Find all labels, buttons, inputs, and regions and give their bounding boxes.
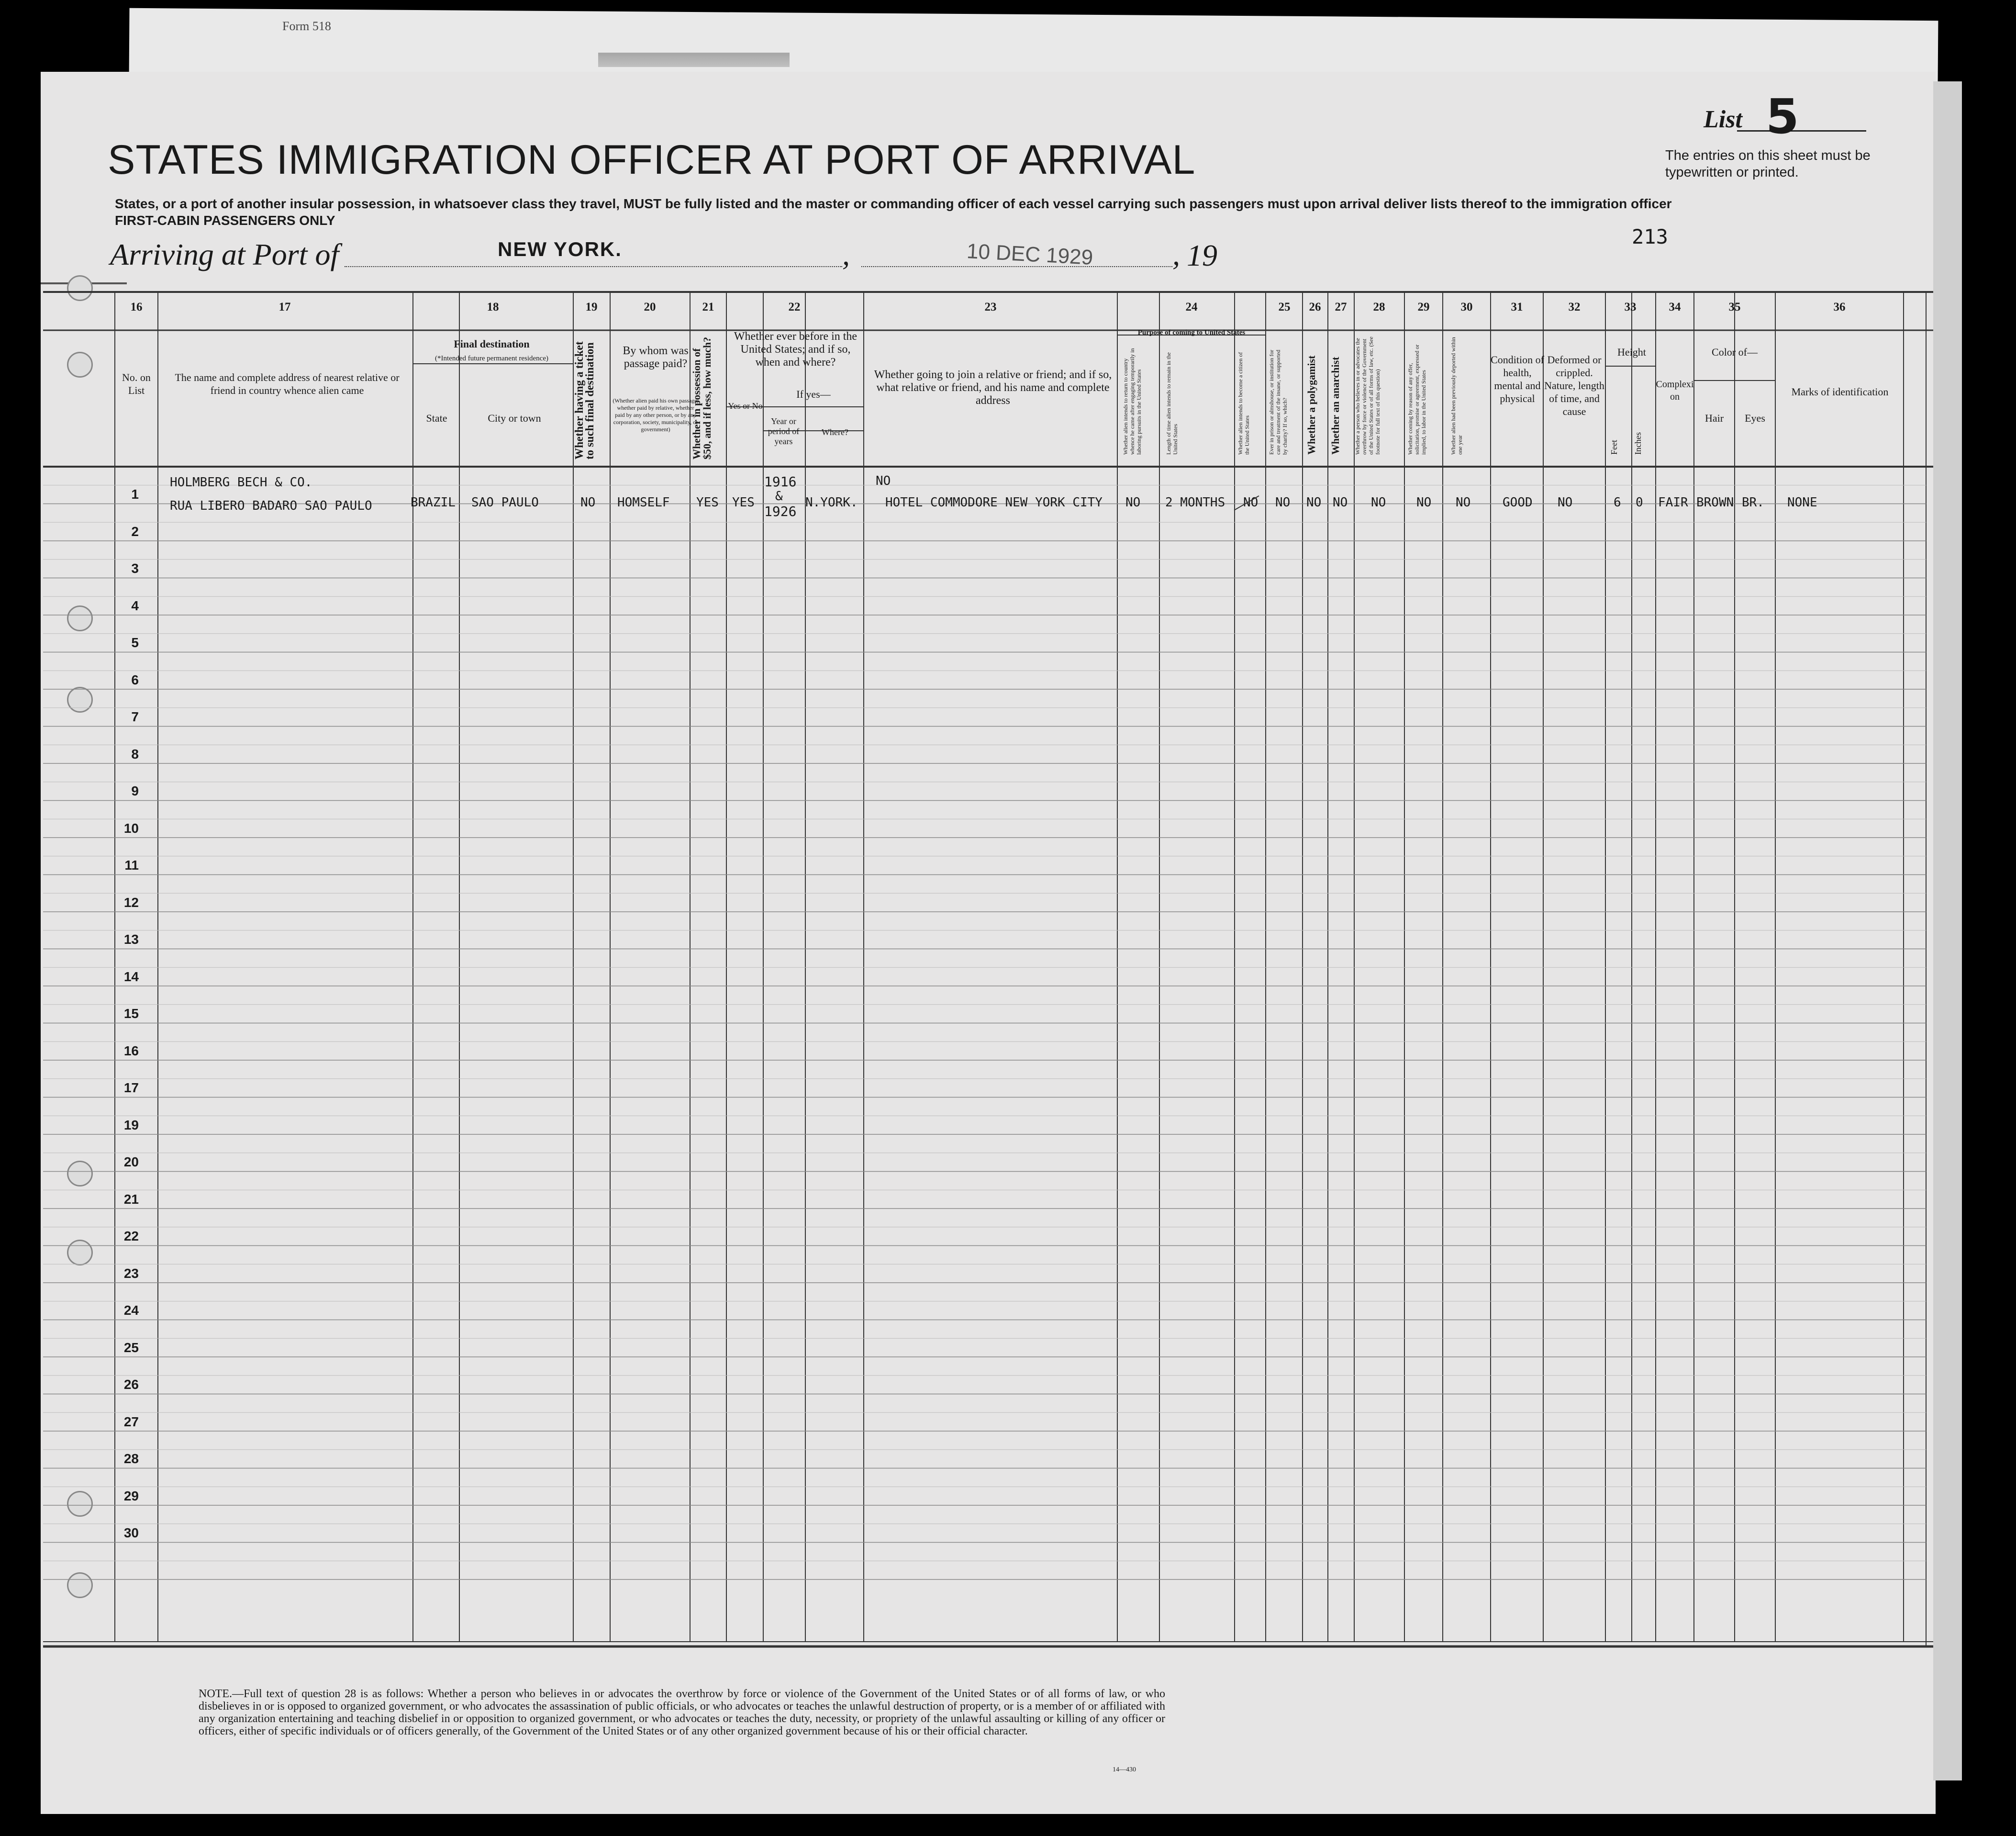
column-number: 24	[1185, 301, 1198, 313]
header-final-destination-sub: (*Intended future permanent residence)	[435, 355, 548, 362]
polygamist-value: NO	[1306, 495, 1322, 510]
column-number: 35	[1728, 301, 1741, 313]
row-number: 9	[131, 784, 139, 798]
ticket-value: NO	[580, 495, 596, 510]
hair-value: BROWN	[1696, 495, 1734, 510]
header-prison: Ever in prison or almshouse, or institution for care and treatment of the insane, or supported by charity? If so, which?	[1268, 349, 1288, 455]
row-number: 12	[123, 895, 139, 910]
header-hair: Hair	[1704, 412, 1724, 424]
row-number: 23	[123, 1265, 139, 1281]
row-number: 25	[123, 1340, 139, 1355]
health-value: GOOD	[1503, 495, 1533, 510]
header-marks: Marks of identification	[1791, 386, 1889, 398]
port-value: NEW YORK.	[498, 238, 622, 260]
row-number: 7	[131, 709, 139, 724]
header-no-on-list: No. on List	[122, 371, 151, 396]
header-inches: Inches	[1633, 432, 1643, 455]
header-citizen: Whether alien intends to become a citizen of the United States	[1237, 352, 1250, 455]
row-number: 16	[123, 1043, 139, 1058]
years-line1: 1916	[764, 474, 797, 490]
header-paid-by-sub: (Whether alien paid his own passage, whether paid by relative, whether paid by any other person, or by any corporation, society, municipality, or government)	[613, 397, 699, 433]
header-state: State	[426, 412, 447, 424]
join-relative-value: NO	[876, 474, 891, 488]
row-number: 17	[123, 1080, 139, 1095]
column-number: 28	[1373, 301, 1385, 313]
footnote-code: 14—430	[1113, 1766, 1136, 1773]
marks-value: NONE	[1787, 495, 1817, 510]
column-number: 17	[278, 301, 291, 313]
eyes-value: BR.	[1742, 495, 1764, 510]
relative-address: RUA LIBERO BADARO SAO PAULO	[170, 499, 372, 513]
form-number: Form 518	[282, 19, 331, 33]
row-number: 3	[131, 561, 139, 576]
footnote: NOTE.—Full text of question 28 is as follows: Whether a person who believes in or advocates the overthrow by force or violence of the Government of the United States or of all forms of law, or who disbelieves in or is opposed to organized government, or who advocates the assassination of public officials, or who advocates or teaches the unlawful destruction of property, or is a member of or affiliated with any organization entertaining and teaching disbelief in or opposition to organized government, or who advocates or teaches the duty, necessity, or propriety of the unlawful assaulting or killing of any officer or officers, either of specific individuals or of officers generally, of the Government of the United States or of any other organized government because of his or their official character.	[199, 1688, 1165, 1737]
column-number: 32	[1568, 301, 1581, 313]
subtitle-instructions: States, or a port of another insular possession, in whatsoever class they travel, MUST be fully listed and the master or commanding officer of each vessel carrying such passengers must upon arrival deliver lists thereof to the immigration officer	[115, 196, 1672, 211]
header-if-yes: If yes—	[796, 388, 831, 400]
column-number: 29	[1417, 301, 1430, 313]
row-number: 8	[131, 746, 139, 761]
deported-value: NO	[1456, 495, 1471, 510]
row-number: 22	[123, 1229, 139, 1243]
header-year: Year or period of years	[768, 416, 800, 446]
year-prefix: 19	[1187, 238, 1217, 272]
header-paid-by: By whom was passage paid?	[623, 345, 689, 370]
years-line3: 1926	[764, 504, 797, 519]
column-number: 22	[788, 301, 801, 313]
anarchist-value: NO	[1333, 495, 1348, 510]
header-yes-no: Yes or No	[728, 401, 763, 411]
row-number: 1	[131, 487, 139, 502]
header-relative: The name and complete address of nearest relative or friend in country whence alien came	[175, 371, 400, 396]
column-number: 16	[130, 301, 143, 313]
header-before-us: Whether ever before in the United States; and if so, when and where?	[734, 330, 858, 369]
inches-value: 0	[1636, 495, 1643, 510]
fifty-dollars-value: YES	[696, 495, 719, 510]
header-feet: Feet	[1609, 440, 1619, 455]
header-polygamist: Whether a polygamist	[1305, 355, 1317, 455]
year-suffix: 213	[1632, 225, 1668, 248]
column-number: 27	[1335, 301, 1347, 313]
header-join-relative: Whether going to join a relative or friend; and if so, what relative or friend, and his name and complete address	[874, 369, 1112, 407]
header-anarchist: Whether an anarchist	[1329, 357, 1341, 455]
row-number: 10	[123, 820, 139, 836]
row-number: 11	[124, 858, 139, 873]
row-number: 21	[123, 1191, 139, 1207]
header-deported: Whether alien had been previously deported within one year	[1450, 337, 1463, 455]
row-number: 5	[131, 635, 139, 650]
column-number: 21	[702, 301, 714, 313]
column-number: 19	[585, 301, 598, 313]
comma-2: ,	[1172, 237, 1180, 271]
header-overthrow: Whether a person who believes in or advocates the overthrow by force or violence of the Government of the United States or of all forms of law, etc. (See footnote for full text of this question)	[1354, 336, 1381, 455]
column-number: 18	[487, 301, 499, 313]
feet-value: 6	[1614, 495, 1621, 510]
row-number: 6	[131, 672, 139, 687]
entries-note: The entries on this sheet must be typewritten or printed.	[1665, 148, 1871, 180]
row-number: 29	[123, 1488, 139, 1503]
header-final-destination: Final destination	[454, 338, 530, 350]
header-height: Height	[1617, 346, 1646, 358]
header-length: Length of time alien intends to remain in the United States	[1165, 352, 1179, 455]
page-title: STATES IMMIGRATION OFFICER AT PORT OF ARRIVAL	[108, 137, 1196, 183]
column-number: 20	[644, 301, 656, 313]
row-number: 13	[123, 932, 139, 947]
column-number: 36	[1833, 301, 1846, 313]
years-line2: &	[775, 489, 783, 504]
comma-1: ,	[842, 237, 850, 271]
row-number: 24	[123, 1303, 139, 1318]
row-number: 28	[123, 1451, 139, 1466]
column-number: 33	[1624, 301, 1637, 313]
row-number: 14	[123, 969, 139, 984]
row-number: 20	[123, 1154, 139, 1169]
column-number: 23	[984, 301, 997, 313]
complexion-value: FAIR	[1658, 495, 1688, 510]
overthrow-value: NO	[1371, 495, 1386, 510]
before-us-value: YES	[732, 495, 755, 510]
row-number: 30	[123, 1525, 139, 1540]
list-number: 5	[1766, 89, 1799, 145]
header-ticket: Whether having a ticket to such final destination	[573, 341, 596, 459]
where-value: N.YORK.	[805, 495, 858, 510]
column-number: 31	[1511, 301, 1523, 313]
row-number: 2	[131, 524, 139, 539]
row-number: 19	[123, 1117, 139, 1132]
deformed-value: NO	[1558, 495, 1573, 510]
header-purpose: Purpose of coming to United States	[1137, 329, 1246, 336]
labor-value: NO	[1416, 495, 1432, 510]
paid-by-value: HOMSELF	[617, 495, 670, 510]
header-city: City or town	[488, 412, 541, 424]
relative-name: HOLMBERG BECH & CO.	[170, 475, 312, 490]
join-address-value: HOTEL COMMODORE NEW YORK CITY	[885, 495, 1103, 510]
header-health: Condition of health, mental and physical	[1491, 354, 1544, 404]
citizen-value: NO	[1243, 495, 1259, 510]
header-eyes: Eyes	[1745, 412, 1765, 424]
column-number: 34	[1669, 301, 1681, 313]
column-number: 30	[1460, 301, 1473, 313]
column-number: 26	[1309, 301, 1321, 313]
row-number: 27	[123, 1414, 139, 1429]
destination-city: SAO PAULO	[471, 495, 539, 510]
header-where: Where?	[822, 427, 848, 437]
header-color-of: Color of—	[1712, 346, 1758, 358]
row-number: 26	[123, 1377, 139, 1392]
header-complexion: Complexion	[1656, 379, 1694, 402]
header-fifty-dollars: Whether in possession of $50, and if less, how much?	[691, 336, 713, 459]
return-value: NO	[1125, 495, 1141, 510]
prison-value: NO	[1275, 495, 1291, 510]
subtitle-class: FIRST-CABIN PASSENGERS ONLY	[115, 213, 335, 228]
header-return: Whether alien intends to return to country whence he came after engaging temporarily in laboring pursuits in the United States	[1122, 348, 1142, 455]
date-stamp: 10 DEC 1929	[966, 239, 1094, 269]
column-number: 25	[1278, 301, 1291, 313]
header-deformed: Deformed or crippled. Nature, length of time, and cause	[1544, 354, 1604, 417]
row-number: 15	[123, 1006, 139, 1021]
row-number: 4	[131, 598, 139, 613]
list-label: List	[1704, 106, 1742, 133]
destination-state: BRAZIL	[411, 495, 456, 510]
length-value: 2 MONTHS	[1165, 495, 1225, 510]
header-labor: Whether coming by reason of any offer, solicitation, promise or agreement, expressed or implied, to labor in the United States	[1407, 344, 1427, 455]
arriving-label: Arriving at Port of	[110, 237, 339, 271]
